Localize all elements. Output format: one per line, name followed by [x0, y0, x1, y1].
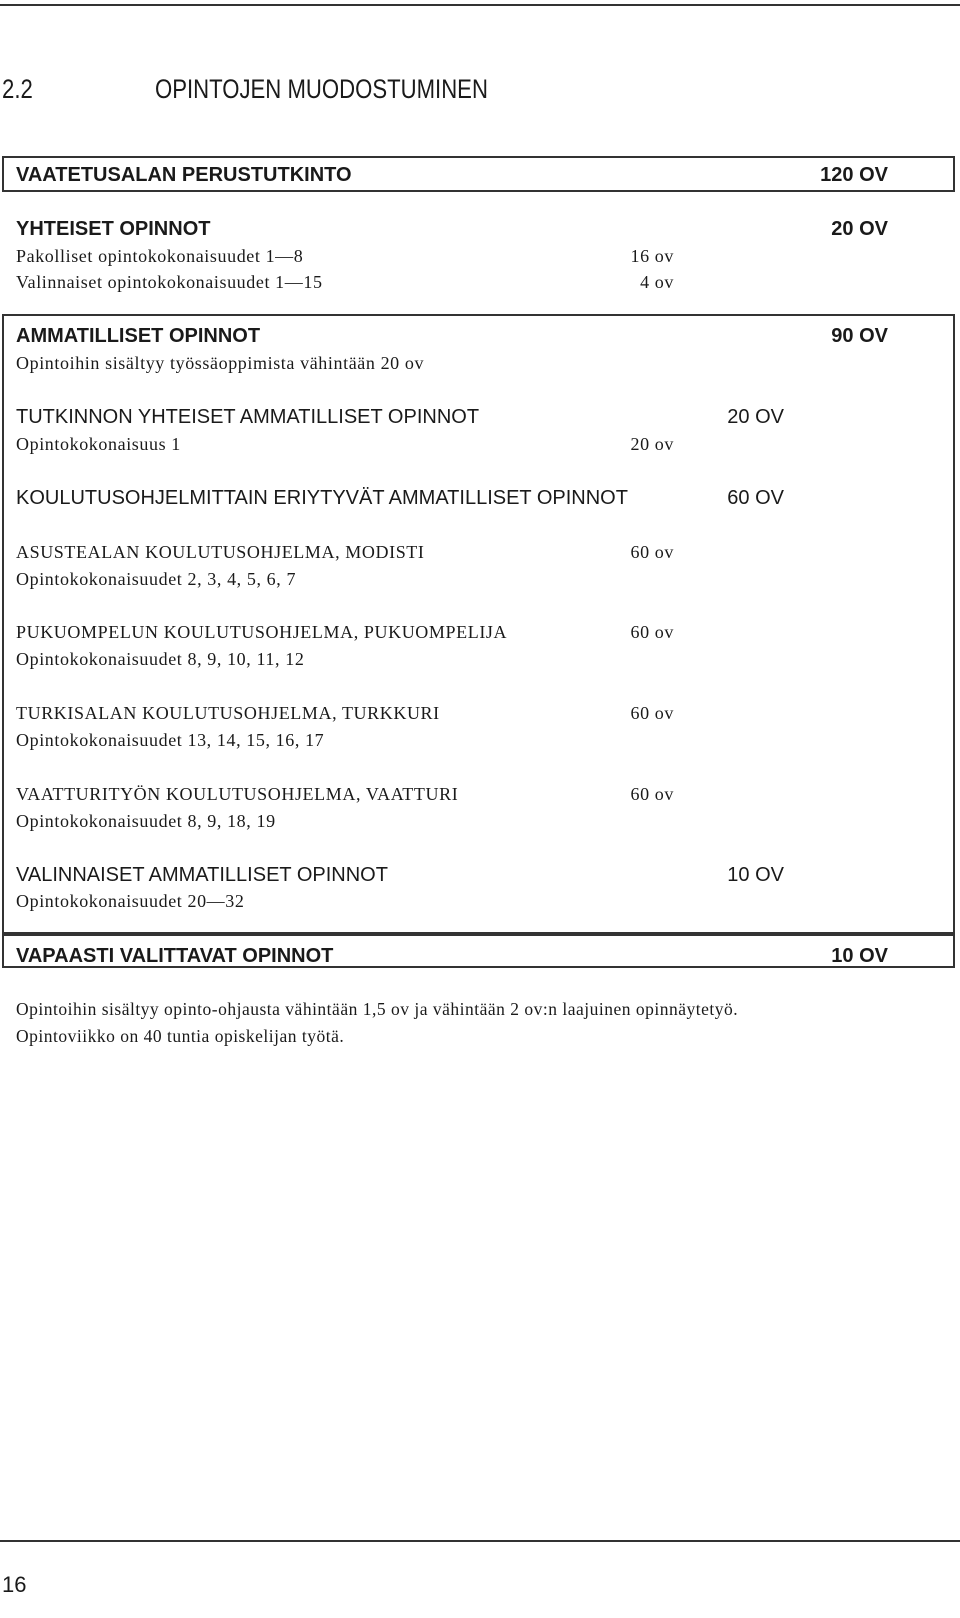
common-line2-credits: 4 ov: [640, 272, 674, 292]
section-title: OPINTOJEN MUODOSTUMINEN: [155, 74, 488, 104]
footnote: Opintoihin sisältyy opinto-ohjausta vähintään 1,5 ov ja vähintään 2 ov:n laajuinen opinnäytetyö.: [16, 999, 739, 1019]
common-line2: Valinnaiset opintokokonaisuudet 1—15: [16, 272, 323, 292]
common-line1-credits: 16 ov: [630, 246, 674, 266]
common-credits: 20 OV: [831, 218, 888, 240]
elective-vocational-line: Opintokokonaisuudet 20—32: [16, 891, 245, 911]
common-line1: Pakolliset opintokokonaisuudet 1—8: [16, 246, 304, 266]
shared-vocational-credits: 20 OV: [727, 406, 784, 428]
footnote: Opintoviikko on 40 tuntia opiskelijan työtä.: [16, 1026, 345, 1046]
programme-credits: 60 ov: [630, 542, 674, 562]
programme-modules: Opintokokonaisuudet 2, 3, 4, 5, 6, 7: [16, 569, 297, 589]
degree-title: VAATETUSALAN PERUSTUTKINTO: [16, 164, 352, 186]
shared-vocational-line: Opintokokonaisuus 1: [16, 434, 181, 454]
free-choice-credits: 10 OV: [831, 945, 888, 967]
shared-vocational-line-credits: 20 ov: [630, 434, 674, 454]
specialized-credits: 60 OV: [727, 487, 784, 509]
top-rule: [0, 4, 960, 6]
programme-name: PUKUOMPELUN KOULUTUSOHJELMA, PUKUOMPELIJA: [16, 622, 508, 642]
degree-credits: 120 OV: [820, 164, 888, 186]
programme-credits: 60 ov: [630, 622, 674, 642]
programme-modules: Opintokokonaisuudet 8, 9, 10, 11, 12: [16, 649, 305, 669]
programme-credits: 60 ov: [630, 703, 674, 723]
programme-credits: 60 ov: [630, 784, 674, 804]
specialized-title: KOULUTUSOHJELMITTAIN ERIYTYVÄT AMMATILLISET OPINNOT: [16, 487, 628, 509]
vocational-title: AMMATILLISET OPINNOT: [16, 325, 261, 347]
free-choice-title: VAPAASTI VALITTAVAT OPINNOT: [16, 945, 334, 967]
programme-name: TURKISALAN KOULUTUSOHJELMA, TURKKURI: [16, 703, 440, 723]
programme-modules: Opintokokonaisuudet 8, 9, 18, 19: [16, 811, 276, 831]
common-title: YHTEISET OPINNOT: [16, 218, 211, 240]
bottom-rule: [0, 1540, 960, 1542]
section-number: 2.2: [2, 74, 33, 104]
elective-vocational-title: VALINNAISET AMMATILLISET OPINNOT: [16, 864, 388, 886]
programme-name: VAATTURITYÖN KOULUTUSOHJELMA, VAATTURI: [16, 784, 459, 804]
elective-vocational-credits: 10 OV: [727, 864, 784, 886]
page-number: 16: [2, 1572, 27, 1597]
programme-modules: Opintokokonaisuudet 13, 14, 15, 16, 17: [16, 730, 325, 750]
vocational-note: Opintoihin sisältyy työssäoppimista vähintään 20 ov: [16, 353, 425, 373]
vocational-credits: 90 OV: [831, 325, 888, 347]
shared-vocational-title: TUTKINNON YHTEISET AMMATILLISET OPINNOT: [16, 406, 480, 428]
programme-name: ASUSTEALAN KOULUTUSOHJELMA, MODISTI: [16, 542, 425, 562]
